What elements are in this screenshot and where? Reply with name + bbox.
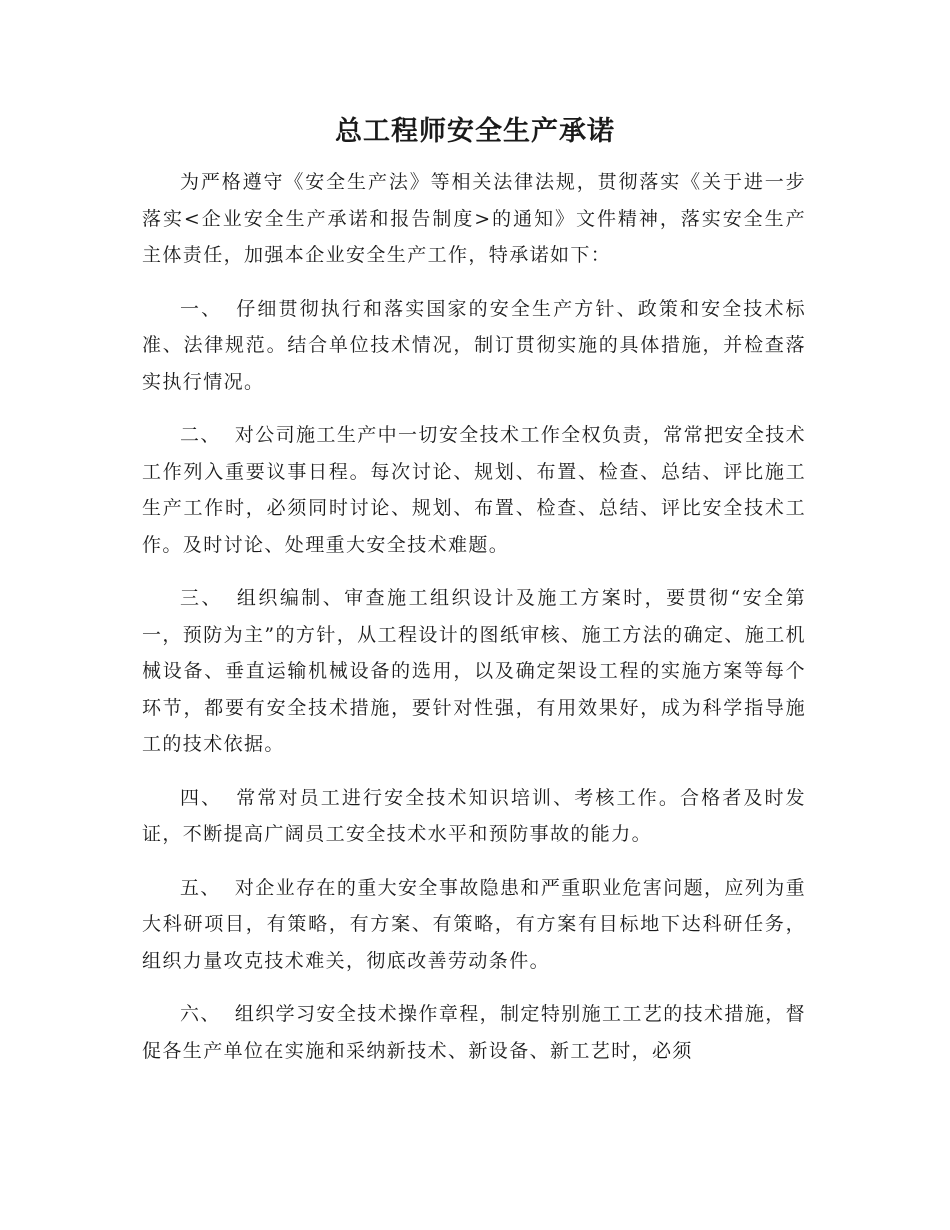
paragraph-item-1 xyxy=(142,291,806,401)
paragraph-number: 五、 xyxy=(180,876,221,899)
paragraph-text: 常常对员工进行安全技术知识培训、考核工作。合格者及时发证，不断提高广阔员工安全技术水平和预防事故的能力。 xyxy=(142,786,806,845)
paragraph-item-5 xyxy=(142,870,806,980)
paragraph-text: 组织编制、审查施工组织设计及施工方案时，要贯彻“安全第一，预防为主”的方针，从工程设计的图纸审核、施工方法的确定、施工机械设备、垂直运输机械设备的选用，以及确定架设工程的实施方案等每个环节，都要有安全技术措施，要针对性强，有用效果好，成为科学指导施工的技术依据。 xyxy=(142,587,806,755)
paragraph-number: 三、 xyxy=(180,587,223,609)
paragraph-item-6 xyxy=(142,996,806,1069)
paragraph-number: 一、 xyxy=(180,297,223,320)
paragraph-item-4 xyxy=(142,780,806,853)
paragraph-number: 四、 xyxy=(180,786,223,809)
page-title: 总工程师安全生产承诺 xyxy=(335,116,615,147)
paragraph-number: 二、 xyxy=(180,424,221,446)
paragraph-text: 对公司施工生产中一切安全技术工作全权负责，常常把安全技术工作列入重要议事日程。每次讨论、规划、布置、检查、总结、评比施工生产工作时，必须同时讨论、规划、布置、检查、总结、评比安全技术工作。及时讨论、处理重大安全技术难题。 xyxy=(142,424,807,556)
paragraph-text: 对企业存在的重大安全事故隐患和严重职业危害问题，应列为重大科研项目，有策略，有方案、有策略，有方案有目标地下达科研任务，组织力量攻克技术难关，彻底改善劳动条件。 xyxy=(142,876,807,972)
paragraph-item-3 xyxy=(142,580,806,763)
paragraph-text: 为严格遵守《安全生产法》等相关法律法规，贯彻落实《关于进一步落实<企业安全生产承诺和报告制度>的通知》文件精神，落实安全生产主体责任，加强本企业安全生产工作，特承诺如下： xyxy=(142,171,806,266)
paragraph-number: 六、 xyxy=(180,1003,221,1025)
paragraph-item-2 xyxy=(142,417,806,563)
document-body xyxy=(142,164,806,1086)
paragraph-text: 组织学习安全技术操作章程，制定特别施工工艺的技术措施，督促各生产单位在实施和采纳新技术、新设备、新工艺时，必须 xyxy=(142,1003,807,1062)
paragraph-text: 仔细贯彻执行和落实国家的安全生产方针、政策和安全技术标准、法律规范。结合单位技术情况，制订贯彻实施的具体措施，并检查落实执行情况。 xyxy=(142,297,806,393)
paragraph-intro xyxy=(142,164,806,274)
